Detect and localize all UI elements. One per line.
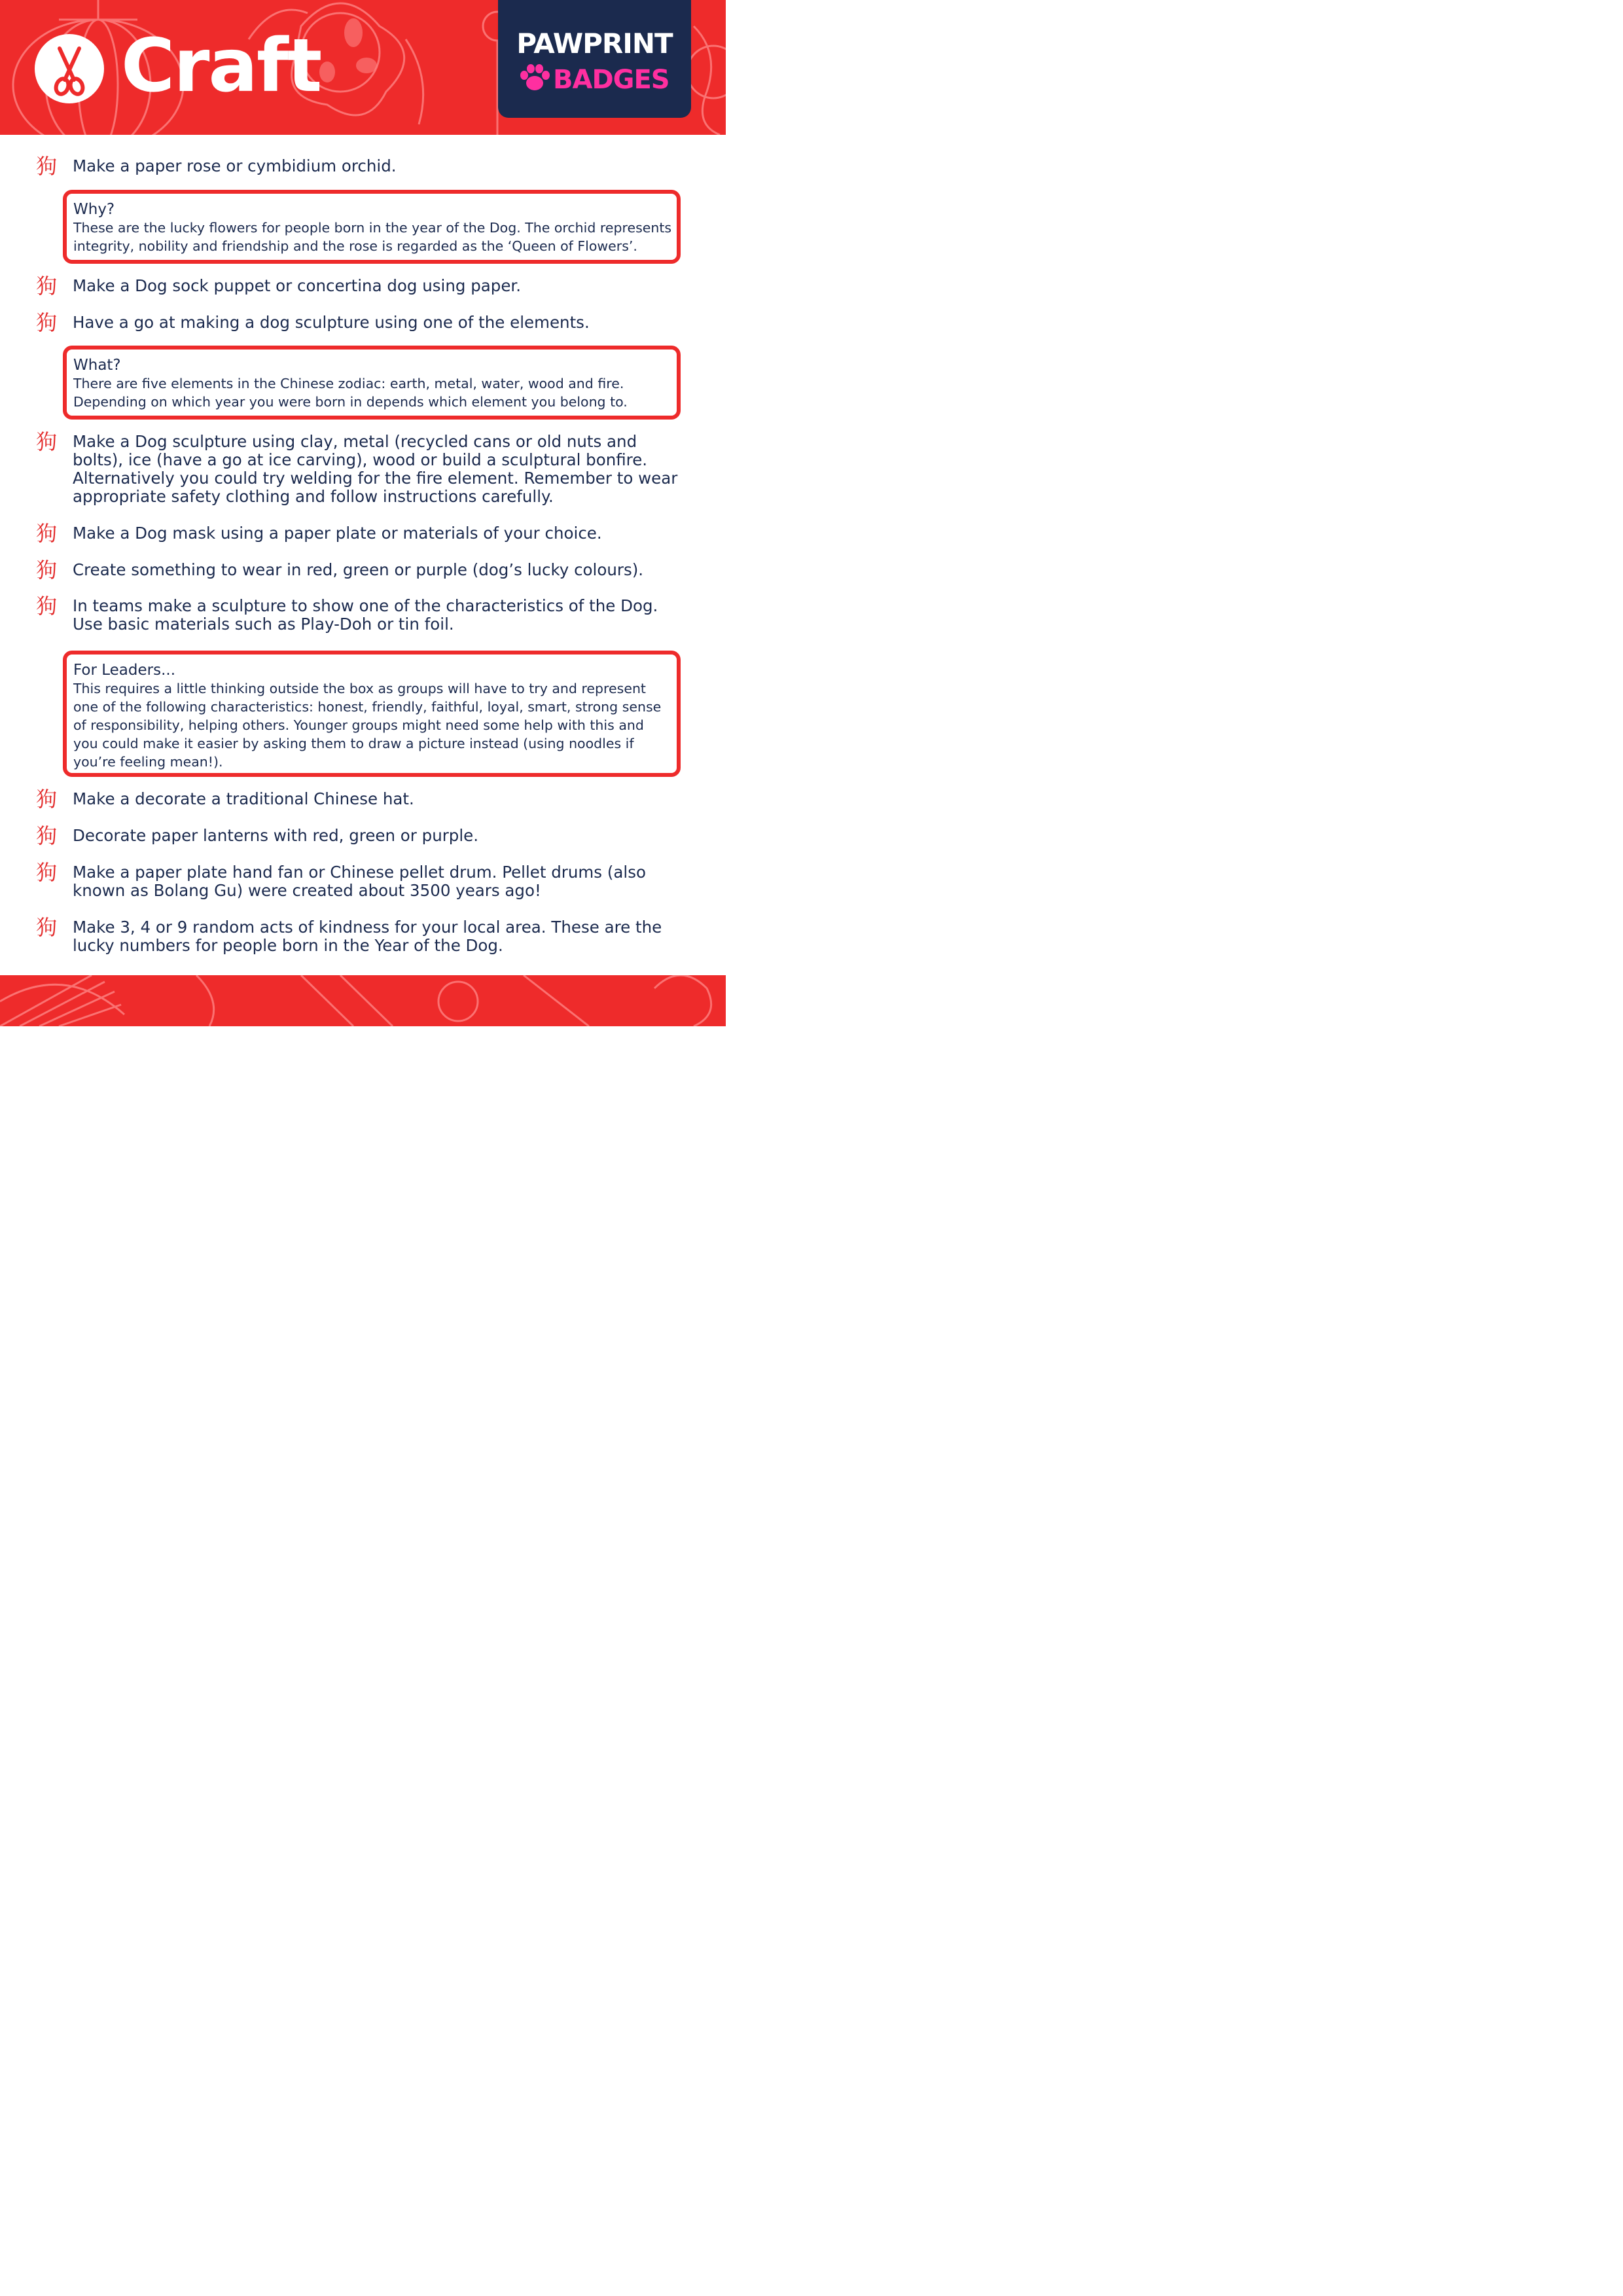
info-box-body: This requires a little thinking outside the box as groups will have to try and represent one of the following characteristics: honest, friendly, faithful, loyal, smart, strong sense of responsibility, helping others. Younger groups might need some help with this and you could make it easier by asking them to draw a picture instead (using noodles if you’re feeling mean!).	[73, 681, 662, 770]
list-item-text: In teams make a sculpture to show one of the characteristics of the Dog. Use basic materials such as Play-Doh or tin foil.	[73, 596, 658, 634]
dog-character-icon: 狗	[36, 823, 58, 848]
dog-character-icon: 狗	[36, 558, 58, 583]
dog-character-icon: 狗	[36, 915, 58, 940]
list-item-text: Make a paper rose or cymbidium orchid.	[73, 156, 397, 175]
paw-icon	[519, 63, 550, 92]
logo-line-2-wrap	[519, 63, 683, 95]
dog-character-icon: 狗	[36, 310, 58, 335]
dog-character-icon: 狗	[36, 594, 58, 619]
info-box-why	[63, 190, 681, 264]
info-box-title: Why?	[73, 201, 115, 218]
list-item-text: Make 3, 4 or 9 random acts of kindness for your local area. These are the lucky numbers for people born in the Year of the Dog.	[73, 918, 662, 955]
dog-character-icon: 狗	[36, 274, 58, 298]
list-item-text: Make a Dog sock puppet or concertina dog using paper.	[73, 276, 522, 295]
dog-character-icon: 狗	[36, 154, 58, 179]
list-item-text: Decorate paper lanterns with red, green or purple.	[73, 826, 479, 845]
scissors-icon	[35, 34, 104, 103]
list-item-text: Have a go at making a dog sculpture using one of the elements.	[73, 313, 590, 332]
info-box-body: These are the lucky flowers for people born in the year of the Dog. The orchid represents integrity, nobility and friendship and the rose is regarded as the ‘Queen of Flowers’.	[73, 220, 672, 254]
pawprint-badges-logo	[498, 0, 691, 118]
info-box-for-leaders	[63, 651, 681, 777]
info-box-title: For Leaders...	[73, 662, 176, 679]
logo-line-1: PAWPRINT	[516, 27, 673, 60]
page-title: Craft	[121, 24, 321, 109]
footer-banner	[0, 975, 726, 1026]
list-item-text: Make a Dog mask using a paper plate or materials of your choice.	[73, 524, 602, 543]
logo-line-2: BADGES	[553, 65, 669, 95]
list-item-text: Make a Dog sculpture using clay, metal (recycled cans or old nuts and bolts), ice (have a go at ice carving), wood or build a sculptural bonfire. Alternatively you could try welding for the fire element. Remember to wear appropriate safety clothing and follow instructions carefully.	[73, 432, 678, 506]
dog-character-icon: 狗	[36, 787, 58, 812]
info-box-title: What?	[73, 357, 121, 374]
dog-character-icon: 狗	[36, 429, 58, 454]
list-item-text: Make a decorate a traditional Chinese hat.	[73, 789, 414, 808]
dog-character-icon: 狗	[36, 860, 58, 885]
info-box-what	[63, 346, 681, 420]
list-item-text: Make a paper plate hand fan or Chinese pellet drum. Pellet drums (also known as Bolang Gu) were created about 3500 years ago!	[73, 863, 646, 900]
header-banner	[0, 0, 726, 135]
list-item-text: Create something to wear in red, green or purple (dog’s lucky colours).	[73, 560, 644, 579]
info-box-body: There are five elements in the Chinese zodiac: earth, metal, water, wood and fire. Depending on which year you were born in depends which element you belong to.	[73, 376, 628, 410]
fan-flower-pattern	[0, 975, 726, 1026]
dog-character-icon: 狗	[36, 521, 58, 546]
